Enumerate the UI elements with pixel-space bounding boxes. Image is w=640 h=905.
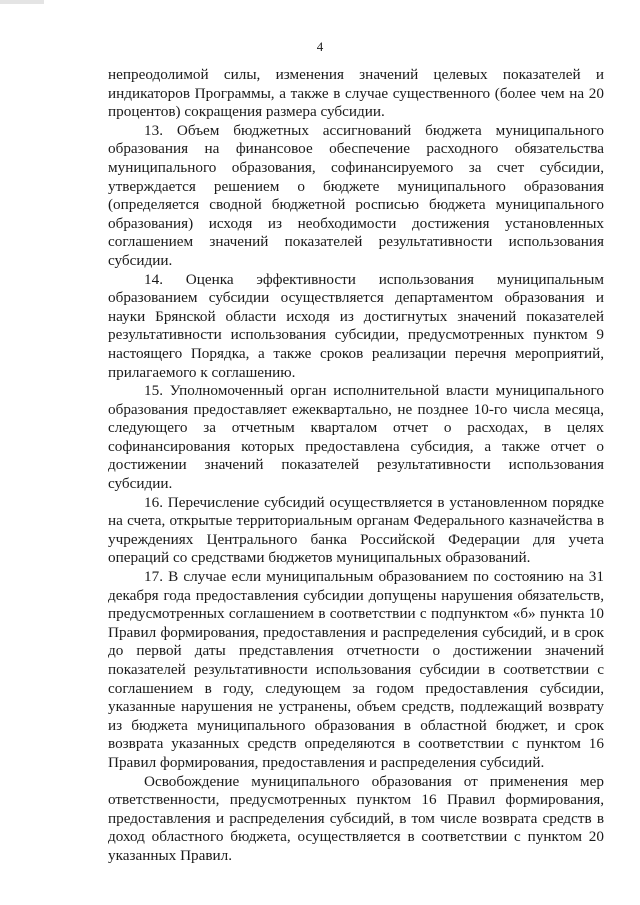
paragraph-exemption: Освобождение муниципального образования от применения мер ответственности, предусмотренных пунктом 16 Правил формирования, предоставления и распределения субсидий, в том числе возврата средств в доход областного бюджета, осуществляется в соответствии с пунктом 20 указанных Правил. xyxy=(108,772,604,864)
paragraph-continuation: непреодолимой силы, изменения значений целевых показателей и индикаторов Программы, а также в случае существенного (более чем на 20 процентов) сокращения размера субсидии. xyxy=(108,66,604,121)
scan-corner-mark xyxy=(0,0,44,4)
paragraph-15: 15. Уполномоченный орган исполнительной власти муниципального образования предоставляет ежеквартально, не позднее 10-го числа месяца, следующего за отчетным кварталом отчет о расходах, в целях софинансирования которых предоставлена субсидия, а также отчет о достижении значений показателей результативности использования субсидии. xyxy=(108,382,604,493)
document-body xyxy=(108,66,604,866)
paragraph-14: 14. Оценка эффективности использования муниципальным образованием субсидии осуществляется департаментом образования и науки Брянской области исходя из достигнутых значений показателей результативности использования субсидии, предусмотренных пунктом 9 настоящего Порядка, а также сроков реализации перечня мероприятий, прилагаемого к соглашению. xyxy=(108,270,604,381)
page-number: 4 xyxy=(316,39,324,54)
paragraph-16: 16. Перечисление субсидий осуществляется в установленном порядке на счета, открытые территориальным органам Федерального казначейства в учреждениях Центрального банка Российской Федерации для учета операций со средствами бюджетов муниципальных образований. xyxy=(108,493,604,567)
paragraph-13: 13. Объем бюджетных ассигнований бюджета муниципального образования на финансовое обеспечение расходного обязательства муниципального образования, софинансируемого за счет субсидии, утверждается решением о бюджете муниципального образования (определяется сводной бюджетной росписью бюджета муниципального образования) исходя из необходимости достижения установленных соглашением значений показателей результативности использования субсидии. xyxy=(108,121,604,269)
paragraph-17: 17. В случае если муниципальным образованием по состоянию на 31 декабря года предоставления субсидии допущены нарушения обязательств, предусмотренных соглашением в соответствии с подпунктом «б» пункта 10 Правил формирования, предоставления и распределения субсидий, и в срок до первой даты представления отчетности о достижении значений показателей результативности использования субсидии в соответствии с соглашением в году, следующем за годом предоставления субсидии, указанные нарушения не устранены, объем средств, подлежащий возврату из бюджета муниципального образования в областной бюджет, и срок возврата указанных средств определяются в соответствии с пунктом 16 Правил формирования, предоставления и распределения субсидий. xyxy=(108,568,604,771)
